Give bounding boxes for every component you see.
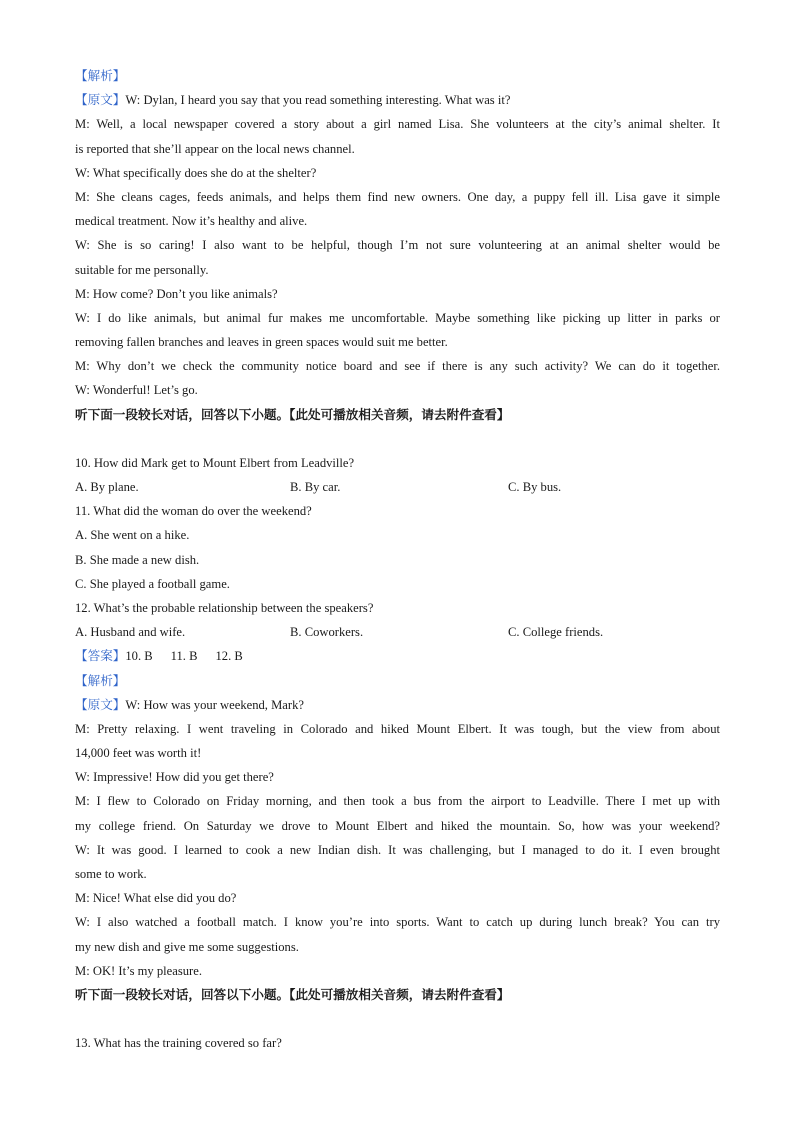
transcript-line: W: I do like animals, but animal fur makes me uncomfortable. Maybe something like picking up litter in parks or	[75, 310, 720, 325]
transcript-line: M: Why don’t we check the community notice board and see if there is any such activity? We can do it together.	[75, 359, 720, 374]
original-label: 【原文】	[75, 93, 126, 108]
transcript-line: M: How come? Don’t you like animals?	[75, 286, 278, 301]
transcript-line: W: Wonderful! Let’s go.	[75, 383, 198, 398]
transcript-line: M: Nice! What else did you do?	[75, 891, 237, 906]
option: B. She made a new dish.	[75, 552, 200, 567]
option: A. By plane.	[75, 480, 139, 494]
transcript-line: W: I also watched a football match. I know you’re into sports. Want to catch up during lunch break? You can try	[75, 915, 720, 930]
transcript-line: W: She is so caring! I also want to be helpful, though I’m not sure volunteering at an animal shelter would be	[75, 238, 720, 253]
transcript-line: M: I flew to Colorado on Friday morning, and then took a bus from the airport to Leadville. There I met up with	[75, 794, 720, 809]
answers-row	[75, 644, 720, 668]
transcript-line: M: OK! It’s my pleasure.	[75, 963, 202, 978]
answer-item: 11. B	[170, 649, 198, 664]
question-10-options	[75, 475, 720, 499]
document-page	[75, 64, 720, 1055]
transcript-line: medical treatment. Now it’s healthy and alive.	[75, 214, 308, 229]
listening-instruction: 听下面一段较长对话，回答以下小题。【此处可播放相关音频，请去附件查看】	[75, 986, 510, 1002]
answer-label: 【答案】	[75, 649, 126, 664]
option: A. She went on a hike.	[75, 528, 190, 543]
transcript-line: W: What specifically does she do at the shelter?	[75, 165, 317, 180]
transcript-line: 14,000 feet was worth it!	[75, 746, 202, 761]
option: C. By bus.	[508, 480, 562, 494]
analysis-label: 【解析】	[75, 673, 126, 688]
transcript-line: some to work.	[75, 867, 147, 881]
transcript-line: removing fallen branches and leaves in green spaces would suit me better.	[75, 335, 448, 350]
question-12: 12. What’s the probable relationship between the speakers?	[75, 600, 374, 615]
transcript-line: M: Pretty relaxing. I went traveling in Colorado and hiked Mount Elbert. It was tough, but the view from about	[75, 721, 720, 736]
option: B. By car.	[290, 480, 341, 494]
transcript-line: M: She cleans cages, feeds animals, and helps them find new owners. One day, a puppy fell ill. Lisa gave it simple	[75, 189, 720, 204]
transcript-line: is reported that she’ll appear on the local news channel.	[75, 141, 355, 156]
option: A. Husband and wife.	[75, 625, 186, 640]
transcript-line: suitable for me personally.	[75, 262, 209, 277]
question-13: 13. What has the training covered so far?	[75, 1036, 282, 1051]
transcript-line: 【原文】W: Dylan, I heard you say that you read something interesting. What was it?	[75, 93, 511, 108]
answer-item: 10. B	[125, 649, 153, 664]
transcript-line: my college friend. On Saturday we drove to Mount Elbert and hiked the mountain. So, how was your weekend?	[75, 818, 720, 833]
option: B. Coworkers.	[290, 625, 364, 640]
option: C. She played a football game.	[75, 576, 230, 591]
question-10: 10. How did Mark get to Mount Elbert from Leadville?	[75, 455, 355, 470]
original-label: 【原文】	[75, 697, 126, 712]
transcript-line: 【原文】W: How was your weekend, Mark?	[75, 697, 304, 712]
question-11: 11. What did the woman do over the weekend?	[75, 504, 312, 519]
transcript-line: W: Impressive! How did you get there?	[75, 770, 274, 785]
transcript-line: M: Well, a local newspaper covered a story about a girl named Lisa. She volunteers at the city’s animal shelter. It	[75, 117, 720, 132]
answer-item: 12. B	[215, 649, 243, 664]
listening-instruction: 听下面一段较长对话，回答以下小题。【此处可播放相关音频，请去附件查看】	[75, 406, 510, 422]
question-12-options	[75, 620, 720, 644]
transcript-line: W: It was good. I learned to cook a new Indian dish. It was challenging, but I managed to do it. I even brought	[75, 842, 720, 857]
option: C. College friends.	[508, 625, 604, 640]
analysis-label: 【解析】	[75, 69, 126, 83]
transcript-line: my new dish and give me some suggestions.	[75, 939, 299, 954]
